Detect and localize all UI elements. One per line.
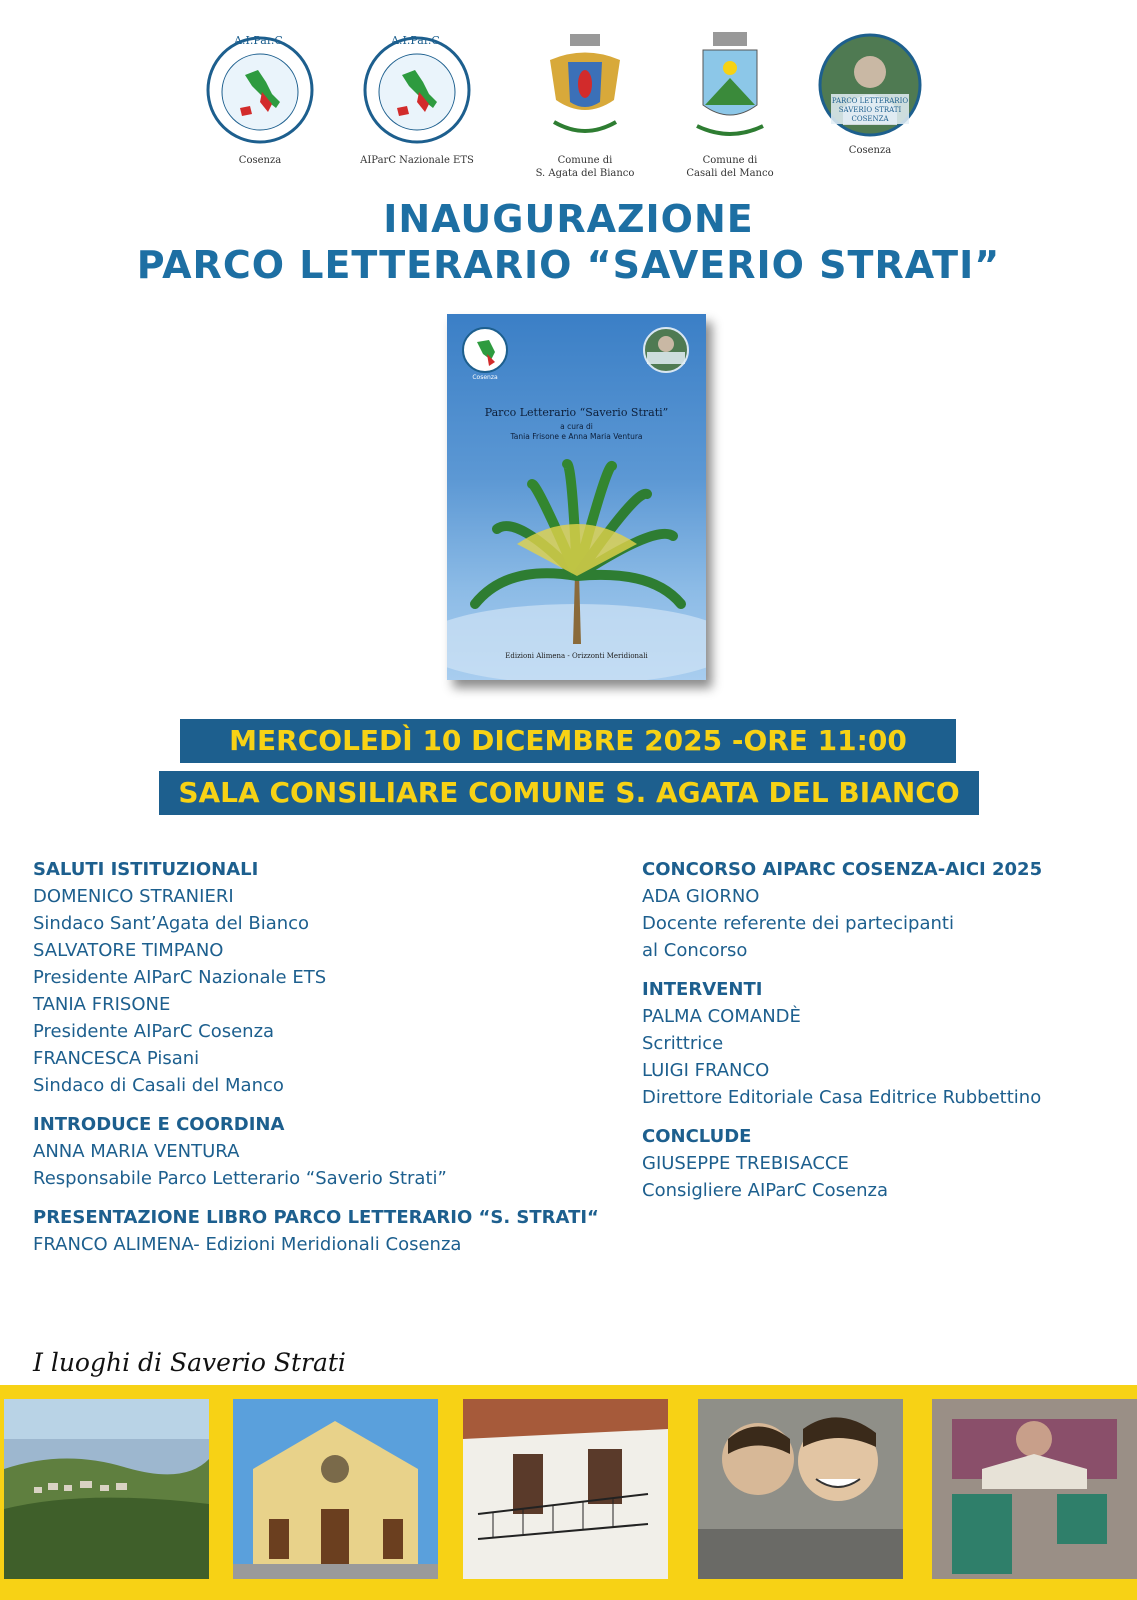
book-cover-art [447,314,706,680]
photo-strip [0,1385,1137,1600]
logo-row [0,30,1137,190]
luoghi-title: I luoghi di Saverio Strati [33,1348,346,1377]
program-line: ANNA MARIA VENTURA [33,1141,240,1162]
section-heading: INTERVENTI [642,979,763,1000]
mural-reader-photo-icon [932,1399,1137,1579]
program-line: Sindaco di Casali del Manco [33,1075,284,1096]
program-line: DOMENICO STRANIERI [33,886,234,907]
logo-parco-strati [795,30,945,157]
mural-children-photo-icon [698,1399,903,1579]
title-line-2: PARCO LETTERARIO “SAVERIO STRATI” [136,243,1001,287]
aiparc-logo-icon [357,30,477,150]
program-line: Scrittrice [642,1033,724,1054]
program-line: Sindaco Sant’Agata del Bianco [33,913,310,934]
logo-comune-casali [655,30,805,180]
book-logo-caption: Cosenza [472,374,498,381]
aiparc-logo-icon [200,30,320,150]
title-line-1: INAUGURAZIONE [383,197,754,241]
program-line: ADA GIORNO [642,886,760,907]
logo-aiparc-nazionale [342,30,492,167]
program-section [33,1111,613,1192]
page-title [0,196,1137,288]
svg-text:A.I.Par.C.: A.I.Par.C. [234,34,286,47]
program-line: FRANCESCA Pisani [33,1048,200,1069]
program-line: Presidente AIParC Nazionale ETS [33,967,327,988]
svg-text:SAVERIO STRATI: SAVERIO STRATI [838,106,902,114]
program-line: al Concorso [642,940,748,961]
event-date-band: MERCOLEDÌ 10 DICEMBRE 2025 -ORE 11:00 [180,719,956,763]
book-subtitle: a cura di Tania Frisone e Anna Maria Ventura [510,422,643,441]
program-left-column [33,856,613,1270]
section-heading: CONCLUDE [642,1126,752,1147]
program-line: Responsabile Parco Letterario “Saverio Strati” [33,1168,447,1189]
program-right-column [642,856,1122,1216]
book-cover [447,314,706,680]
program-line: GIUSEPPE TREBISACCE [642,1153,849,1174]
svg-text:PARCO LETTERARIO: PARCO LETTERARIO [831,97,909,105]
program-section [642,1123,1122,1204]
section-heading: CONCORSO AIPARC COSENZA-AICI 2025 [642,859,1043,880]
section-heading: SALUTI ISTITUZIONALI [33,859,259,880]
logo-caption: AIParC Nazionale ETS [360,155,474,166]
logo-caption: Cosenza [238,155,282,166]
logo-caption: Comune di S. Agata del Bianco [535,155,635,179]
svg-text:COSENZA: COSENZA [851,115,889,123]
program-line: LUIGI FRANCO [642,1060,770,1081]
book-title: Parco Letterario “Saverio Strati” [484,406,669,419]
program-section [642,856,1122,964]
landscape-village-photo-icon [4,1399,209,1579]
event-place-band: SALA CONSILIARE COMUNE S. AGATA DEL BIANCO [159,771,979,815]
logo-caption: Comune di Casali del Manco [686,155,774,179]
section-heading: PRESENTAZIONE LIBRO PARCO LETTERARIO “S. STRATI“ [33,1207,599,1228]
church-facade-photo-icon [233,1399,438,1579]
book-publisher: Edizioni Alimena - Orizzonti Meridionali [505,652,648,660]
svg-text:A.I.Par.C.: A.I.Par.C. [391,34,443,47]
house-balcony-photo-icon [463,1399,668,1579]
logo-aiparc-cosenza [185,30,335,167]
program-section [642,976,1122,1111]
program-line: SALVATORE TIMPANO [33,940,224,961]
program-section [33,1204,613,1258]
logo-comune-sagata [510,30,660,180]
logo-caption: Cosenza [848,145,892,156]
program-line: Consigliere AIParC Cosenza [642,1180,888,1201]
section-heading: INTRODUCE E COORDINA [33,1114,285,1135]
program-line: TANIA FRISONE [33,994,171,1015]
program-line: Presidente AIParC Cosenza [33,1021,275,1042]
program-line: PALMA COMANDÈ [642,1006,801,1027]
program-line: Docente referente dei partecipanti [642,913,954,934]
program-line: Direttore Editoriale Casa Editrice Rubbettino [642,1087,1042,1108]
coat-of-arms-eagle-icon [540,30,630,150]
coat-of-arms-mountain-icon [685,30,775,150]
program-section [33,856,613,1099]
program-line: FRANCO ALIMENA- Edizioni Meridionali Cosenza [33,1234,462,1255]
portrait-medallion-icon [815,30,925,140]
